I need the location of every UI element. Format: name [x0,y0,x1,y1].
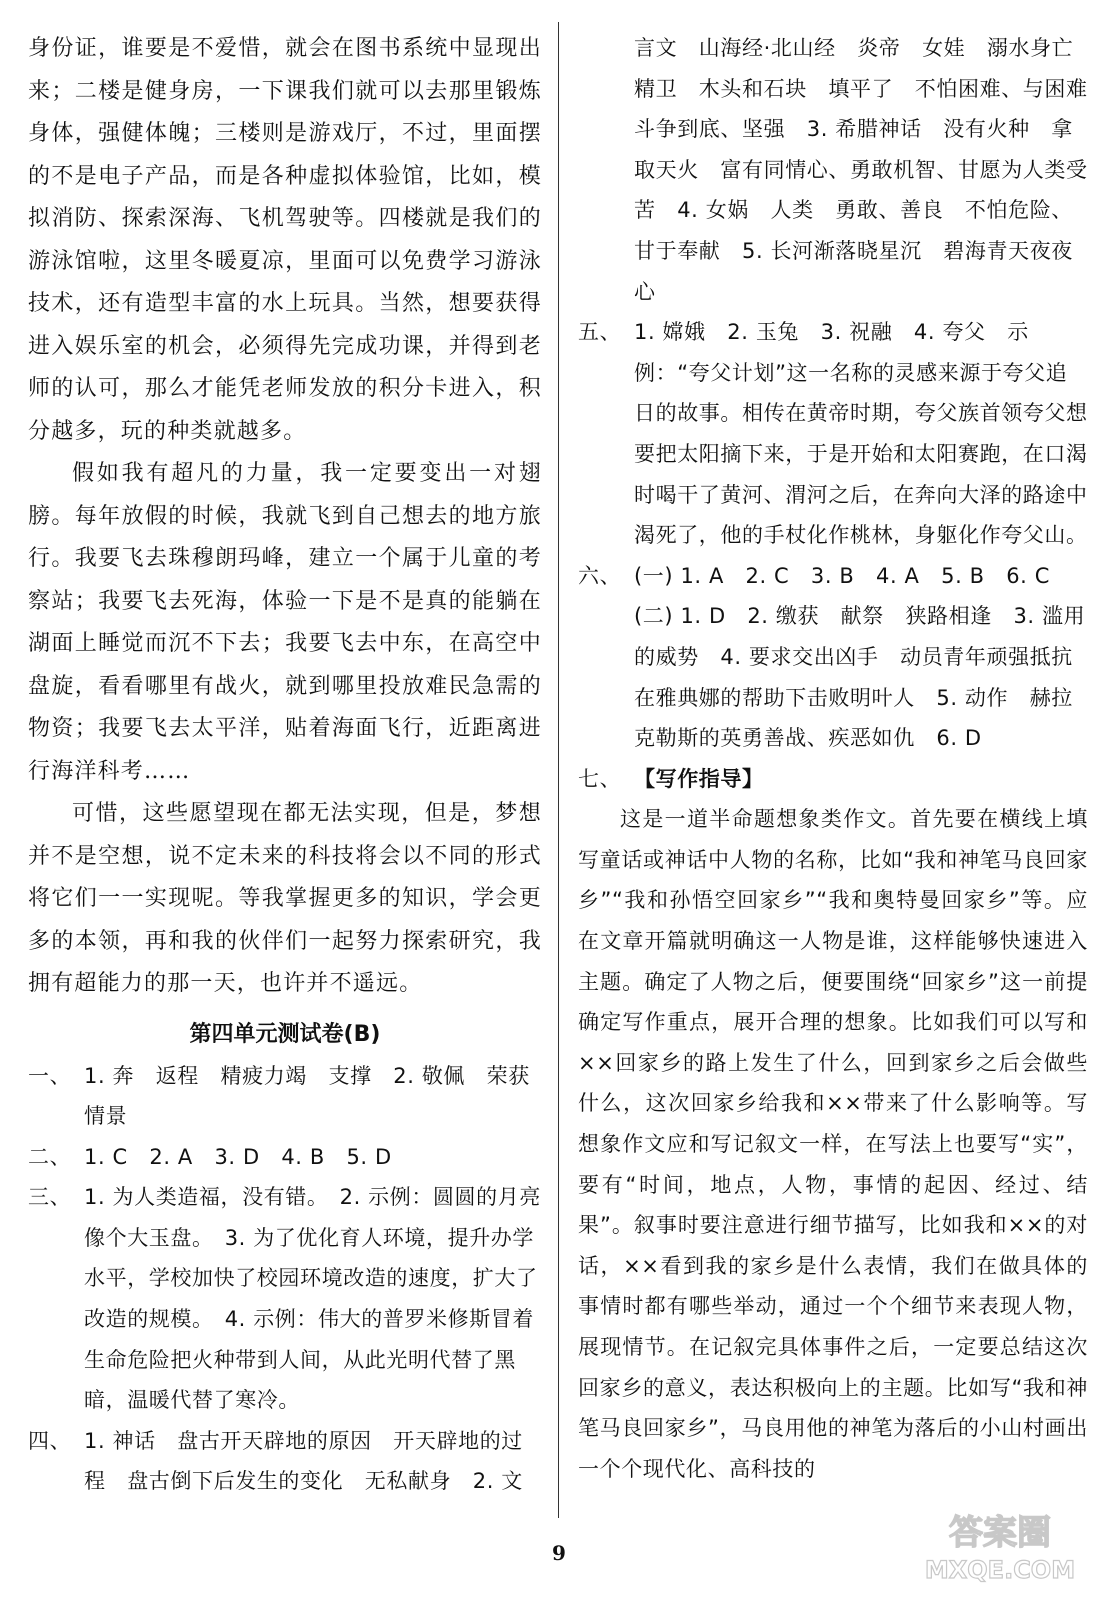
essay-paragraph: 身份证，谁要是不爱惜，就会在图书系统中显现出来；二楼是健身房，一下课我们就可以去那里锻炼身体，强健体魄；三楼则是游戏厅，不过，里面摆的不是电子产品，而是各种虚拟体验馆，比如，模拟消防、探索深海、飞机驾驶等。四楼就是我们的游泳馆啦，这里冬暖夏凉，里面可以免费学习游泳技术，还有造型丰富的水上玩具。当然，想要获得进入娱乐室的机会，必须得先完成功课，并得到老师的认可，那么才能凭老师发放的积分卡进入，积分越多，玩的种类就越多。 [28,36,542,444]
writing-guide-text: 这是一道半命题想象类作文。首先要在横线上填写童话或神话中人物的名称，比如“我和神笔马良回家乡”“我和孙悟空回家乡”“我和奥特曼回家乡”等。应在文章开篇就明确这一人物是谁，这样能够快速进入主题。确定了人物之后，便要围绕“回家乡”这一前提确定写作重点，展开合理的想象。比如我们可以写和××回家乡的路上发生了什么，回到家乡之后会做些什么，这次回家乡给我和××带来了什么影响等。写想象作文应和写记叙文一样，在写法上也要写“实”，要有“时间，地点，人物，事情的起因、经过、结果”。叙事时要注意进行细节描写，比如我和××的对话，××看到我的家乡是什么表情，我们在做具体的事情时都有哪些举动，通过一个个细节来表现人物，展现情节。在记叙完具体事件之后，一定要总结这次回家乡的意义，表达积极向上的主题。比如写“我和神笔马良回家乡”，马良用他的神笔为落后的小山村画出一个个现代化、高科技的 [578,807,1088,1481]
answer-label: 二、 [28,1144,72,1169]
answer-list [28,1056,552,1503]
answer-text: 1. 为人类造福，没有错。 2. 示例：圆圆的月亮像个大玉盘。 3. 为了优化育人环境，提升办学水平，学校加快了校园环境改造的速度，扩大了改造的规模。 4. 示例：伟大的普罗米修斯冒着生命危险把火种带到人间，从此光明代替了黑暗，温暖代替了寒冷。 [84,1185,541,1413]
answer-text: 1. 嫦娥 2. 玉兔 3. 祝融 4. 夸父 示例：“夸父计划”这一名称的灵感来源于夸父追日的故事。相传在黄帝时期，夸父族首领夸父想要把太阳摘下来，于是开始和太阳赛跑，在口渴时喝干了黄河、渭河之后，在奔向大泽的路途中渴死了，他的手杖化作桃林，身躯化作夸父山。 [634,320,1088,548]
answer-item [578,759,1088,800]
answer-item [28,1177,542,1421]
answer-label: 三、 [28,1185,72,1210]
answer-text: 1. C 2. A 3. D 4. B 5. D [84,1144,392,1169]
answer-text: (二) 1. D 2. 缴获 献祭 狭路相逢 3. 滥用的威势 4. 要求交出凶手 动员青年顽强抵抗 在雅典娜的帮助下击败明叶人 5. 动作 赫拉克勒斯的英勇善战、疾恶如仇 6. D [634,604,1095,751]
watermark-logo [900,1492,1100,1592]
answer-text: 1. 奔 返程 精疲力竭 支撑 2. 敬佩 荣获 情景 [84,1063,552,1129]
answer-item [578,556,1088,597]
page-number: 9 [552,1541,566,1565]
answer-continuation: 言文 山海经·北山经 炎帝 女娃 溺水身亡 精卫 木头和石块 填平了 不怕困难、与困难斗争到底、坚强 3. 希腊神话 没有火种 拿取天火 富有同情心、勇敢机智、甘愿为人类受苦 4. 女娲 人类 勇敢、善良 不怕危险、甘于奉献 5. 长河渐落晓星沉 碧海青天夜夜心 [634,36,1095,304]
answer-label: 一、 [28,1063,72,1088]
answer-label: 四、 [28,1428,72,1453]
answer-label: 七、 [578,766,622,791]
essay-paragraph: 可惜，这些愿望现在都无法实现，但是，梦想并不是空想，说不定未来的科技将会以不同的形式将它们一一实现呢。等我掌握更多的知识，学会更多的本领，再和我的伙伴们一起努力探索研究，我拥有超能力的那一天，也许并不遥远。 [28,801,542,996]
watermark-line-1: 答案圈 [949,1513,1051,1553]
student-essay [28,28,542,1006]
answer-label: 五、 [578,320,622,345]
right-column [578,28,1095,1489]
writing-guide [578,799,1088,1489]
watermark-line-2: MXQE.COM [924,1556,1076,1584]
left-column [28,28,552,1502]
section-title: 第四单元测试卷(B) [189,1021,381,1047]
column-divider [558,22,559,1518]
answer-item [578,312,1088,556]
writing-guide-heading: 【写作指导】 [634,766,764,791]
answer-label: 六、 [578,563,622,588]
answer-item [28,1421,542,1502]
answer-item [28,1137,542,1178]
essay-paragraph: 假如我有超凡的力量，我一定要变出一对翅膀。每年放假的时候，我就飞到自己想去的地方旅行。我要飞去珠穆朗玛峰，建立一个属于儿童的考察站；我要飞去死海，体验一下是不是真的能躺在湖面上睡觉而沉不下去；我要飞去中东，在高空中盘旋，看看哪里有战火，就到哪里投放难民急需的物资；我要飞去太平洋，贴着海面飞行，近距离进行海洋科考…… [28,461,542,784]
answer-text: (一) 1. A 2. C 3. B 4. A 5. B 6. C [634,563,1050,588]
answer-text: 1. 神话 盘古开天辟地的原因 开天辟地的过程 盘古倒下后发生的变化 无私献身 2. 文 [84,1428,523,1494]
answer-item [28,1056,552,1137]
